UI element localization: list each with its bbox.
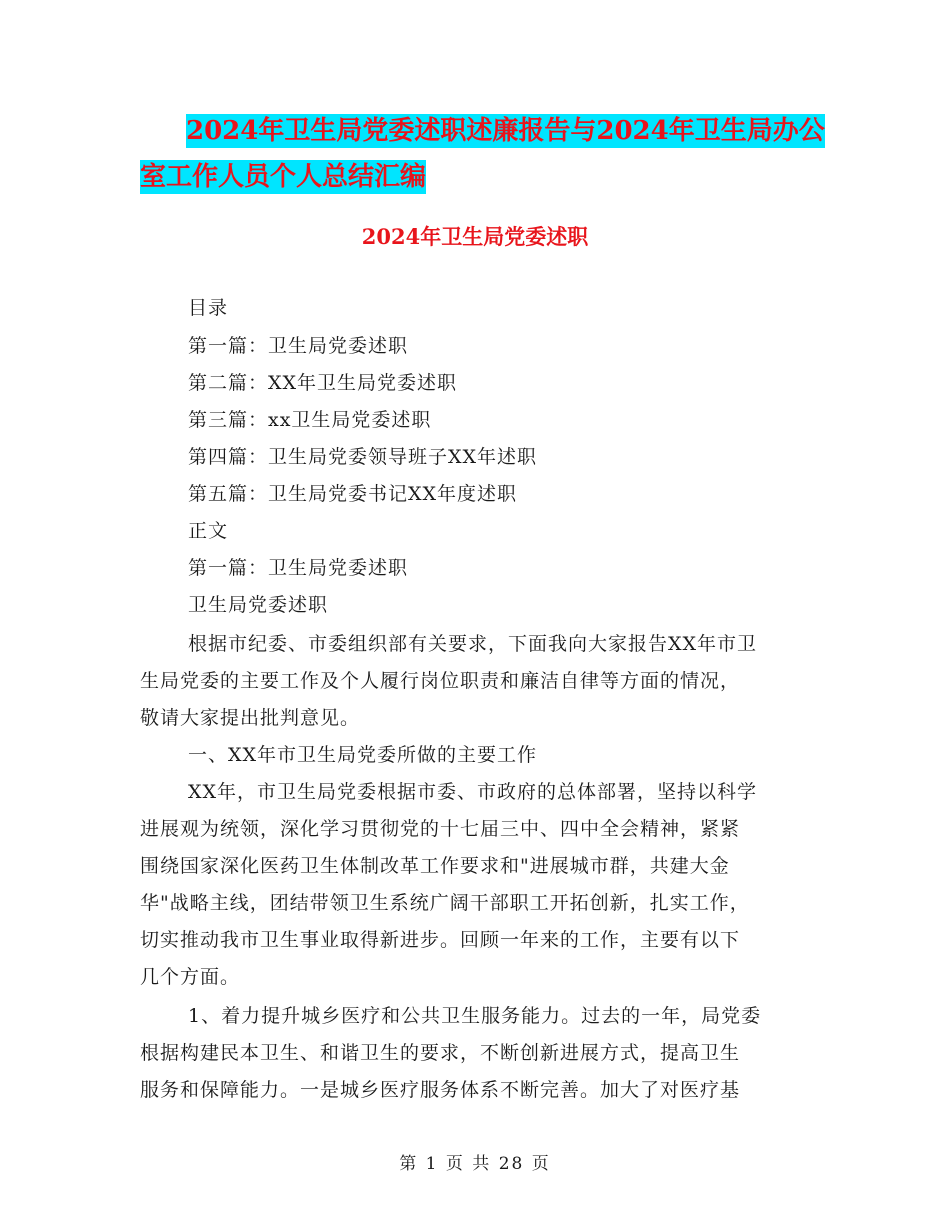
toc-label: 目录 [188, 297, 229, 319]
paragraph-line: 切实推动我市卫生事业取得新进步。回顾一年来的工作，主要有以下 [140, 929, 741, 951]
paragraph-line: 敬请大家提出批判意见。 [140, 707, 361, 729]
paragraph-line: 华"战略主线，团结带领卫生系统广阔干部职工开拓创新，扎实工作， [140, 892, 750, 914]
toc-item: 第五篇：卫生局党委书记XX年度述职 [188, 483, 518, 505]
document-title-line-2 [140, 154, 426, 200]
paragraph-line: 生局党委的主要工作及个人履行岗位职责和廉洁自律等方面的情况， [140, 670, 741, 692]
toc-item: 第一篇：卫生局党委述职 [188, 335, 409, 357]
paragraph-line: 根据市纪委、市委组织部有关要求，下面我向大家报告XX年市卫 [188, 633, 758, 655]
paragraph-line: 服务和保障能力。一是城乡医疗服务体系不断完善。加大了对医疗基 [140, 1079, 741, 1101]
section-title: 2024年卫生局党委述职 [361, 224, 589, 249]
paragraph-line: 1、着力提升城乡医疗和公共卫生服务能力。过去的一年，局党委 [188, 1005, 762, 1027]
title-highlight: 室工作人员个人总结汇编 [140, 162, 427, 192]
paragraph-line: 几个方面。 [140, 966, 241, 988]
page-number-footer: 第 1 页 共 28 页 [399, 1154, 551, 1174]
paragraph-line: 根据构建民本卫生、和谐卫生的要求，不断创新进展方式，提高卫生 [140, 1042, 741, 1064]
paragraph-heading: 一、XX年市卫生局党委所做的主要工作 [188, 744, 538, 766]
document-title-line-1 [186, 108, 825, 154]
chapter-subtitle: 卫生局党委述职 [188, 594, 329, 616]
chapter-heading: 第一篇：卫生局党委述职 [188, 557, 409, 579]
paragraph-line: 围绕国家深化医药卫生体制改革工作要求和"进展城市群，共建大金 [140, 855, 730, 877]
body-label: 正文 [188, 520, 229, 542]
toc-item: 第二篇：XX年卫生局党委述职 [188, 372, 458, 394]
toc-item: 第四篇：卫生局党委领导班子XX年述职 [188, 446, 538, 468]
paragraph-line: 进展观为统领，深化学习贯彻党的十七届三中、四中全会精神，紧紧 [140, 818, 741, 840]
title-highlight: 2024年卫生局党委述职述廉报告与2024年卫生局办公 [186, 116, 825, 146]
paragraph-line: XX年，市卫生局党委根据市委、市政府的总体部署，坚持以科学 [188, 781, 758, 803]
toc-item: 第三篇：xx卫生局党委述职 [188, 409, 432, 431]
